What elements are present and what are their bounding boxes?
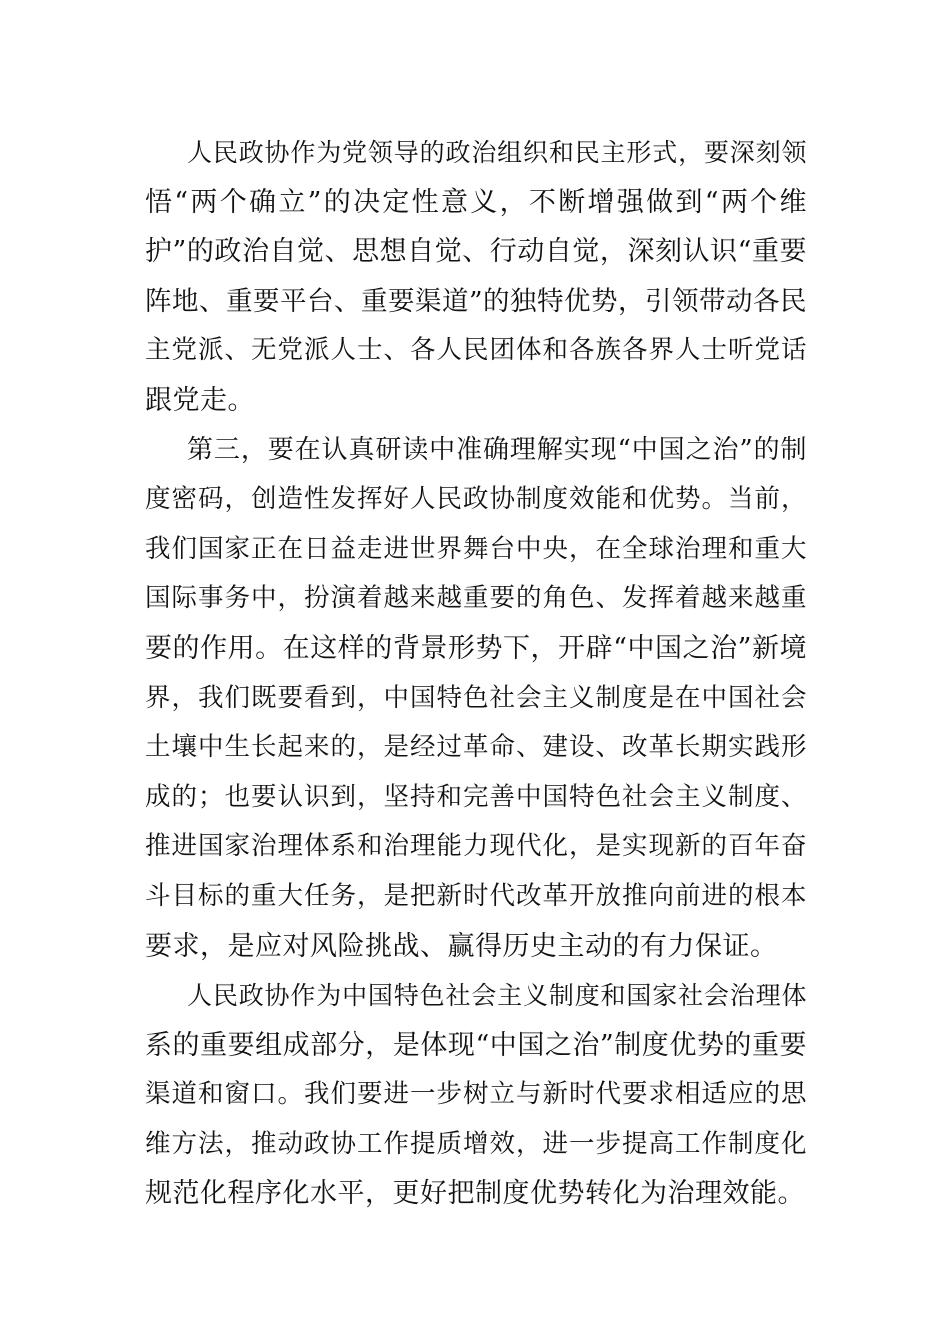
text-line: 规范化程序化水平，更好把制度优势转化为治理效能。 — [145, 1178, 805, 1210]
text-line: 护”的政治自觉、思想自觉、行动自觉，深刻认识“重要 — [145, 236, 807, 268]
text-line: 推进国家治理体系和治理能力现代化，是实现新的百年奋 — [145, 831, 807, 862]
text-line: 主党派、无党派人士、各人民团体和各族各界人士听党话 — [145, 335, 807, 366]
document-body — [145, 128, 807, 1219]
text-line: 要的作用。在这样的背景形势下，开辟“中国之治”新境 — [145, 632, 807, 664]
text-line: 阵地、重要平台、重要渠道”的独特优势，引领带动各民 — [145, 285, 808, 317]
text-line: 界，我们既要看到，中国特色社会主义制度是在中国社会 — [145, 682, 807, 713]
paragraph-3 — [145, 971, 807, 1219]
text-line: 悟“两个确立”的决定性意义，不断增强做到“两个维 — [145, 186, 807, 218]
text-line: 人民政协作为党领导的政治组织和民主形式，要深刻领 — [187, 138, 807, 167]
paragraph-2 — [145, 426, 807, 972]
text-line: 国际事务中，扮演着越来越重要的角色、发挥着越来越重 — [145, 583, 807, 614]
text-line: 我们国家正在日益走进世界舞台中央，在全球治理和重大 — [145, 533, 807, 564]
paragraph-1 — [145, 128, 807, 426]
text-line: 渠道和窗口。我们要进一步树立与新时代要求相适应的思 — [145, 1079, 807, 1110]
text-line: 跟党走。 — [145, 384, 255, 416]
text-line: 系的重要组成部分，是体现“中国之治”制度优势的重要 — [145, 1029, 807, 1061]
text-line: 要求，是应对风险挑战、赢得历史主动的有力保证。 — [145, 930, 778, 962]
text-line: 第三，要在认真研读中准确理解实现“中国之治”的制 — [187, 434, 807, 465]
text-line: 度密码，创造性发挥好人民政协制度效能和优势。当前， — [145, 484, 807, 515]
text-line: 成的；也要认识到，坚持和完善中国特色社会主义制度、 — [145, 781, 807, 812]
text-line: 人民政协作为中国特色社会主义制度和国家社会治理体 — [187, 981, 807, 1011]
text-line: 维方法，推动政协工作提质增效，进一步提高工作制度化 — [145, 1128, 807, 1159]
text-line: 斗目标的重大任务，是把新时代改革开放推向前进的根本 — [145, 880, 807, 911]
text-line: 土壤中生长起来的，是经过革命、建设、改革长期实践形 — [145, 732, 807, 763]
